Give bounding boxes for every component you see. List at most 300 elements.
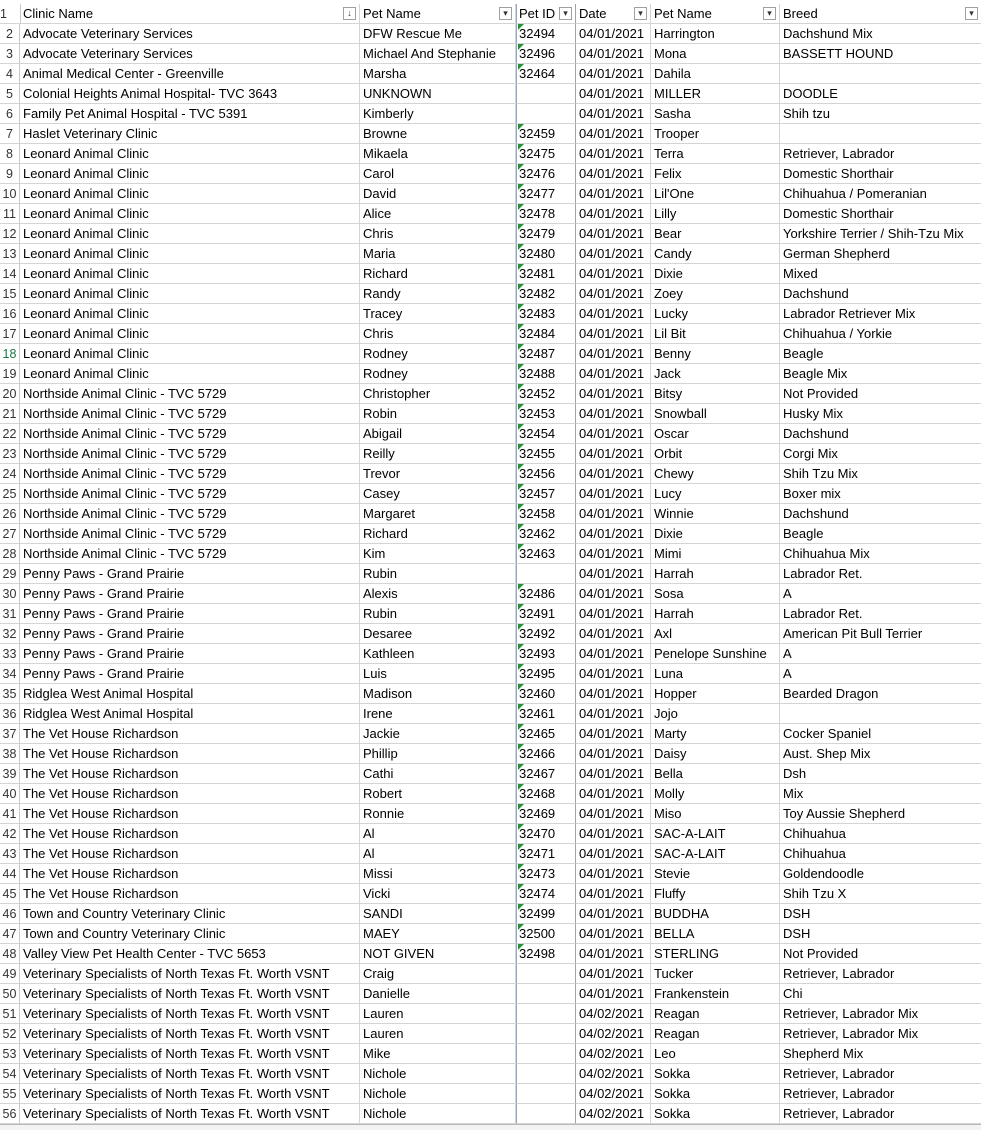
cell-clinic-name[interactable] [20, 864, 360, 884]
cell-pet-id[interactable] [516, 164, 576, 184]
cell-breed[interactable] [780, 84, 981, 104]
cell-breed[interactable] [780, 764, 981, 784]
row-number[interactable] [0, 524, 20, 544]
row-number[interactable] [0, 1024, 20, 1044]
cell-pet-name[interactable] [360, 664, 516, 684]
cell-date[interactable] [576, 904, 651, 924]
cell-pet-name[interactable] [360, 864, 516, 884]
row-number[interactable] [0, 344, 20, 364]
cell-clinic-name[interactable] [20, 884, 360, 904]
cell-pet-id[interactable] [516, 1084, 576, 1104]
cell-pet-name-2[interactable] [651, 164, 780, 184]
cell-pet-name[interactable] [360, 884, 516, 904]
cell-pet-name[interactable] [360, 444, 516, 464]
cell-pet-name-2[interactable] [651, 644, 780, 664]
cell-breed[interactable] [780, 784, 981, 804]
cell-date[interactable] [576, 264, 651, 284]
cell-breed[interactable] [780, 424, 981, 444]
cell-pet-id[interactable] [516, 444, 576, 464]
cell-pet-id[interactable] [516, 1044, 576, 1064]
cell-pet-name[interactable] [360, 984, 516, 1004]
cell-date[interactable] [576, 644, 651, 664]
cell-pet-name-2[interactable] [651, 804, 780, 824]
cell-pet-name[interactable] [360, 264, 516, 284]
cell-pet-name[interactable] [360, 64, 516, 84]
cell-pet-name-2[interactable] [651, 544, 780, 564]
cell-pet-name[interactable] [360, 844, 516, 864]
cell-pet-name[interactable] [360, 184, 516, 204]
header-breed[interactable] [780, 4, 981, 24]
cell-pet-name[interactable] [360, 324, 516, 344]
cell-pet-name-2[interactable] [651, 504, 780, 524]
cell-pet-name[interactable] [360, 164, 516, 184]
cell-date[interactable] [576, 1004, 651, 1024]
cell-pet-name[interactable] [360, 944, 516, 964]
cell-breed[interactable] [780, 724, 981, 744]
row-number[interactable] [0, 964, 20, 984]
cell-pet-id[interactable] [516, 524, 576, 544]
row-number[interactable] [0, 884, 20, 904]
cell-pet-id[interactable] [516, 684, 576, 704]
cell-date[interactable] [576, 864, 651, 884]
cell-clinic-name[interactable] [20, 1084, 360, 1104]
cell-date[interactable] [576, 544, 651, 564]
cell-clinic-name[interactable] [20, 444, 360, 464]
cell-date[interactable] [576, 524, 651, 544]
cell-pet-name[interactable] [360, 724, 516, 744]
cell-pet-name[interactable] [360, 244, 516, 264]
cell-pet-name[interactable] [360, 24, 516, 44]
cell-breed[interactable] [780, 204, 981, 224]
cell-breed[interactable] [780, 804, 981, 824]
cell-pet-name-2[interactable] [651, 204, 780, 224]
cell-pet-name-2[interactable] [651, 944, 780, 964]
cell-pet-name[interactable] [360, 584, 516, 604]
cell-date[interactable] [576, 924, 651, 944]
cell-clinic-name[interactable] [20, 1044, 360, 1064]
cell-pet-name-2[interactable] [651, 904, 780, 924]
cell-pet-id[interactable] [516, 424, 576, 444]
cell-clinic-name[interactable] [20, 764, 360, 784]
cell-breed[interactable] [780, 224, 981, 244]
cell-date[interactable] [576, 124, 651, 144]
cell-date[interactable] [576, 684, 651, 704]
cell-date[interactable] [576, 964, 651, 984]
cell-pet-id[interactable] [516, 224, 576, 244]
cell-clinic-name[interactable] [20, 504, 360, 524]
cell-pet-id[interactable] [516, 664, 576, 684]
cell-pet-id[interactable] [516, 364, 576, 384]
cell-pet-name[interactable] [360, 104, 516, 124]
cell-clinic-name[interactable] [20, 944, 360, 964]
cell-pet-name-2[interactable] [651, 84, 780, 104]
row-number[interactable] [0, 44, 20, 64]
row-number[interactable] [0, 864, 20, 884]
cell-clinic-name[interactable] [20, 744, 360, 764]
cell-date[interactable] [576, 604, 651, 624]
cell-pet-name[interactable] [360, 784, 516, 804]
cell-clinic-name[interactable] [20, 1064, 360, 1084]
cell-clinic-name[interactable] [20, 124, 360, 144]
cell-date[interactable] [576, 84, 651, 104]
cell-clinic-name[interactable] [20, 144, 360, 164]
cell-clinic-name[interactable] [20, 64, 360, 84]
cell-date[interactable] [576, 1104, 651, 1124]
row-number[interactable] [0, 24, 20, 44]
cell-pet-name-2[interactable] [651, 464, 780, 484]
cell-date[interactable] [576, 404, 651, 424]
cell-breed[interactable] [780, 1044, 981, 1064]
cell-pet-id[interactable] [516, 944, 576, 964]
cell-pet-name-2[interactable] [651, 924, 780, 944]
cell-pet-id[interactable] [516, 984, 576, 1004]
cell-clinic-name[interactable] [20, 824, 360, 844]
cell-pet-id[interactable] [516, 324, 576, 344]
row-number[interactable] [0, 204, 20, 224]
cell-breed[interactable] [780, 624, 981, 644]
cell-pet-name-2[interactable] [651, 584, 780, 604]
cell-pet-id[interactable] [516, 1104, 576, 1124]
cell-clinic-name[interactable] [20, 404, 360, 424]
row-number[interactable] [0, 804, 20, 824]
cell-pet-name[interactable] [360, 204, 516, 224]
cell-clinic-name[interactable] [20, 44, 360, 64]
row-number[interactable] [0, 704, 20, 724]
cell-clinic-name[interactable] [20, 264, 360, 284]
cell-breed[interactable] [780, 124, 981, 144]
cell-breed[interactable] [780, 1104, 981, 1124]
cell-pet-id[interactable] [516, 624, 576, 644]
cell-pet-name-2[interactable] [651, 604, 780, 624]
cell-date[interactable] [576, 444, 651, 464]
row-number[interactable] [0, 424, 20, 444]
cell-clinic-name[interactable] [20, 304, 360, 324]
cell-pet-name[interactable] [360, 1044, 516, 1064]
header-pet-id[interactable] [516, 4, 576, 24]
cell-clinic-name[interactable] [20, 344, 360, 364]
cell-pet-id[interactable] [516, 724, 576, 744]
cell-pet-id[interactable] [516, 464, 576, 484]
cell-pet-name-2[interactable] [651, 964, 780, 984]
cell-pet-name-2[interactable] [651, 744, 780, 764]
cell-clinic-name[interactable] [20, 84, 360, 104]
cell-date[interactable] [576, 1024, 651, 1044]
cell-pet-name[interactable] [360, 684, 516, 704]
row-number[interactable] [0, 264, 20, 284]
row-number[interactable] [0, 284, 20, 304]
header-date[interactable] [576, 4, 651, 24]
cell-pet-name[interactable] [360, 1104, 516, 1124]
cell-pet-name-2[interactable] [651, 1024, 780, 1044]
cell-clinic-name[interactable] [20, 544, 360, 564]
row-number[interactable] [0, 304, 20, 324]
cell-pet-id[interactable] [516, 804, 576, 824]
cell-breed[interactable] [780, 404, 981, 424]
row-number[interactable] [0, 84, 20, 104]
cell-date[interactable] [576, 784, 651, 804]
cell-date[interactable] [576, 1044, 651, 1064]
cell-pet-name-2[interactable] [651, 844, 780, 864]
cell-clinic-name[interactable] [20, 924, 360, 944]
cell-date[interactable] [576, 464, 651, 484]
row-number[interactable] [0, 1044, 20, 1064]
cell-clinic-name[interactable] [20, 204, 360, 224]
cell-clinic-name[interactable] [20, 584, 360, 604]
cell-pet-name[interactable] [360, 904, 516, 924]
cell-pet-name[interactable] [360, 424, 516, 444]
cell-date[interactable] [576, 244, 651, 264]
cell-date[interactable] [576, 364, 651, 384]
cell-breed[interactable] [780, 504, 981, 524]
cell-pet-id[interactable] [516, 384, 576, 404]
cell-clinic-name[interactable] [20, 464, 360, 484]
cell-pet-name-2[interactable] [651, 1104, 780, 1124]
cell-pet-name-2[interactable] [651, 344, 780, 364]
cell-clinic-name[interactable] [20, 564, 360, 584]
cell-clinic-name[interactable] [20, 104, 360, 124]
cell-clinic-name[interactable] [20, 604, 360, 624]
cell-clinic-name[interactable] [20, 224, 360, 244]
cell-clinic-name[interactable] [20, 704, 360, 724]
cell-date[interactable] [576, 424, 651, 444]
cell-clinic-name[interactable] [20, 804, 360, 824]
cell-pet-name-2[interactable] [651, 524, 780, 544]
cell-date[interactable] [576, 824, 651, 844]
cell-pet-name-2[interactable] [651, 304, 780, 324]
cell-pet-name[interactable] [360, 764, 516, 784]
cell-pet-name-2[interactable] [651, 824, 780, 844]
cell-breed[interactable] [780, 1024, 981, 1044]
cell-clinic-name[interactable] [20, 184, 360, 204]
cell-clinic-name[interactable] [20, 1104, 360, 1124]
row-number[interactable] [0, 1064, 20, 1084]
cell-pet-name-2[interactable] [651, 444, 780, 464]
cell-pet-name[interactable] [360, 564, 516, 584]
dropdown-icon[interactable]: ▾ [763, 7, 776, 20]
cell-pet-name-2[interactable] [651, 124, 780, 144]
dropdown-icon[interactable]: ▾ [499, 7, 512, 20]
row-number[interactable] [0, 564, 20, 584]
cell-breed[interactable] [780, 104, 981, 124]
cell-pet-name-2[interactable] [651, 144, 780, 164]
cell-pet-id[interactable] [516, 184, 576, 204]
row-number[interactable] [0, 744, 20, 764]
cell-breed[interactable] [780, 324, 981, 344]
cell-pet-name-2[interactable] [651, 864, 780, 884]
row-number[interactable] [0, 164, 20, 184]
sort-filter-icon[interactable]: ↓ [343, 7, 356, 20]
cell-clinic-name[interactable] [20, 684, 360, 704]
cell-breed[interactable] [780, 944, 981, 964]
cell-pet-name-2[interactable] [651, 624, 780, 644]
cell-breed[interactable] [780, 604, 981, 624]
cell-pet-name-2[interactable] [651, 64, 780, 84]
cell-breed[interactable] [780, 584, 981, 604]
row-number[interactable] [0, 904, 20, 924]
cell-pet-name-2[interactable] [651, 684, 780, 704]
cell-date[interactable] [576, 104, 651, 124]
cell-pet-name[interactable] [360, 124, 516, 144]
cell-breed[interactable] [780, 24, 981, 44]
cell-breed[interactable] [780, 884, 981, 904]
cell-date[interactable] [576, 1064, 651, 1084]
cell-date[interactable] [576, 764, 651, 784]
cell-breed[interactable] [780, 304, 981, 324]
cell-date[interactable] [576, 204, 651, 224]
row-number[interactable] [0, 784, 20, 804]
cell-clinic-name[interactable] [20, 644, 360, 664]
cell-pet-id[interactable] [516, 64, 576, 84]
cell-date[interactable] [576, 324, 651, 344]
cell-breed[interactable] [780, 444, 981, 464]
cell-clinic-name[interactable] [20, 384, 360, 404]
cell-pet-id[interactable] [516, 924, 576, 944]
cell-pet-id[interactable] [516, 884, 576, 904]
cell-breed[interactable] [780, 524, 981, 544]
cell-clinic-name[interactable] [20, 484, 360, 504]
cell-pet-id[interactable] [516, 24, 576, 44]
row-number[interactable] [0, 124, 20, 144]
cell-pet-name-2[interactable] [651, 484, 780, 504]
cell-pet-id[interactable] [516, 904, 576, 924]
row-number[interactable] [0, 924, 20, 944]
cell-date[interactable] [576, 64, 651, 84]
row-number[interactable] [0, 764, 20, 784]
cell-date[interactable] [576, 24, 651, 44]
cell-date[interactable] [576, 44, 651, 64]
cell-pet-name-2[interactable] [651, 424, 780, 444]
cell-pet-id[interactable] [516, 144, 576, 164]
cell-pet-name-2[interactable] [651, 384, 780, 404]
cell-pet-name[interactable] [360, 964, 516, 984]
cell-date[interactable] [576, 164, 651, 184]
row-number[interactable] [0, 844, 20, 864]
cell-breed[interactable] [780, 964, 981, 984]
cell-pet-id[interactable] [516, 824, 576, 844]
cell-pet-name[interactable] [360, 824, 516, 844]
cell-pet-name[interactable] [360, 544, 516, 564]
cell-breed[interactable] [780, 344, 981, 364]
cell-pet-id[interactable] [516, 404, 576, 424]
cell-pet-id[interactable] [516, 344, 576, 364]
cell-clinic-name[interactable] [20, 24, 360, 44]
cell-pet-id[interactable] [516, 1024, 576, 1044]
cell-breed[interactable] [780, 244, 981, 264]
row-number[interactable] [0, 664, 20, 684]
cell-clinic-name[interactable] [20, 424, 360, 444]
cell-breed[interactable] [780, 644, 981, 664]
cell-breed[interactable] [780, 864, 981, 884]
cell-pet-name[interactable] [360, 504, 516, 524]
cell-pet-name-2[interactable] [651, 104, 780, 124]
row-number[interactable] [0, 364, 20, 384]
cell-breed[interactable] [780, 544, 981, 564]
cell-pet-id[interactable] [516, 204, 576, 224]
cell-pet-name[interactable] [360, 364, 516, 384]
cell-clinic-name[interactable] [20, 524, 360, 544]
row-number[interactable] [0, 1084, 20, 1104]
cell-pet-name[interactable] [360, 344, 516, 364]
cell-breed[interactable] [780, 744, 981, 764]
cell-breed[interactable] [780, 1064, 981, 1084]
cell-clinic-name[interactable] [20, 964, 360, 984]
cell-clinic-name[interactable] [20, 1004, 360, 1024]
row-number[interactable] [0, 1004, 20, 1024]
cell-breed[interactable] [780, 264, 981, 284]
cell-pet-id[interactable] [516, 784, 576, 804]
cell-breed[interactable] [780, 164, 981, 184]
cell-clinic-name[interactable] [20, 784, 360, 804]
cell-pet-id[interactable] [516, 124, 576, 144]
cell-pet-name-2[interactable] [651, 1044, 780, 1064]
row-number[interactable] [0, 404, 20, 424]
cell-breed[interactable] [780, 984, 981, 1004]
cell-breed[interactable] [780, 1084, 981, 1104]
row-number[interactable] [0, 944, 20, 964]
cell-pet-name[interactable] [360, 1064, 516, 1084]
cell-breed[interactable] [780, 384, 981, 404]
cell-pet-name-2[interactable] [651, 324, 780, 344]
cell-pet-id[interactable] [516, 604, 576, 624]
row-number[interactable] [0, 144, 20, 164]
cell-pet-name-2[interactable] [651, 564, 780, 584]
row-number[interactable] [0, 484, 20, 504]
row-number[interactable] [0, 464, 20, 484]
cell-date[interactable] [576, 344, 651, 364]
cell-pet-name[interactable] [360, 1084, 516, 1104]
cell-pet-name[interactable] [360, 44, 516, 64]
cell-breed[interactable] [780, 1004, 981, 1024]
cell-date[interactable] [576, 664, 651, 684]
cell-pet-name[interactable] [360, 144, 516, 164]
cell-date[interactable] [576, 384, 651, 404]
cell-clinic-name[interactable] [20, 164, 360, 184]
cell-pet-name[interactable] [360, 404, 516, 424]
dropdown-icon[interactable]: ▾ [965, 7, 978, 20]
row-number[interactable] [0, 444, 20, 464]
cell-date[interactable] [576, 284, 651, 304]
row-number[interactable] [0, 504, 20, 524]
cell-pet-id[interactable] [516, 564, 576, 584]
cell-pet-name-2[interactable] [651, 44, 780, 64]
cell-breed[interactable] [780, 564, 981, 584]
row-number[interactable]: 1 [0, 4, 21, 24]
cell-date[interactable] [576, 804, 651, 824]
row-number[interactable] [0, 184, 20, 204]
row-number[interactable] [0, 324, 20, 344]
dropdown-icon[interactable]: ▾ [559, 7, 572, 20]
cell-date[interactable] [576, 624, 651, 644]
cell-pet-name-2[interactable] [651, 884, 780, 904]
cell-date[interactable] [576, 724, 651, 744]
cell-pet-id[interactable] [516, 244, 576, 264]
cell-breed[interactable] [780, 684, 981, 704]
row-number[interactable] [0, 384, 20, 404]
cell-pet-name-2[interactable] [651, 184, 780, 204]
cell-clinic-name[interactable] [20, 984, 360, 1004]
cell-pet-id[interactable] [516, 704, 576, 724]
cell-breed[interactable] [780, 364, 981, 384]
cell-pet-name-2[interactable] [651, 24, 780, 44]
cell-pet-name-2[interactable] [651, 364, 780, 384]
cell-clinic-name[interactable] [20, 844, 360, 864]
cell-pet-id[interactable] [516, 484, 576, 504]
cell-pet-id[interactable] [516, 764, 576, 784]
cell-pet-name[interactable] [360, 604, 516, 624]
cell-pet-name-2[interactable] [651, 764, 780, 784]
row-number[interactable] [0, 644, 20, 664]
cell-clinic-name[interactable] [20, 284, 360, 304]
